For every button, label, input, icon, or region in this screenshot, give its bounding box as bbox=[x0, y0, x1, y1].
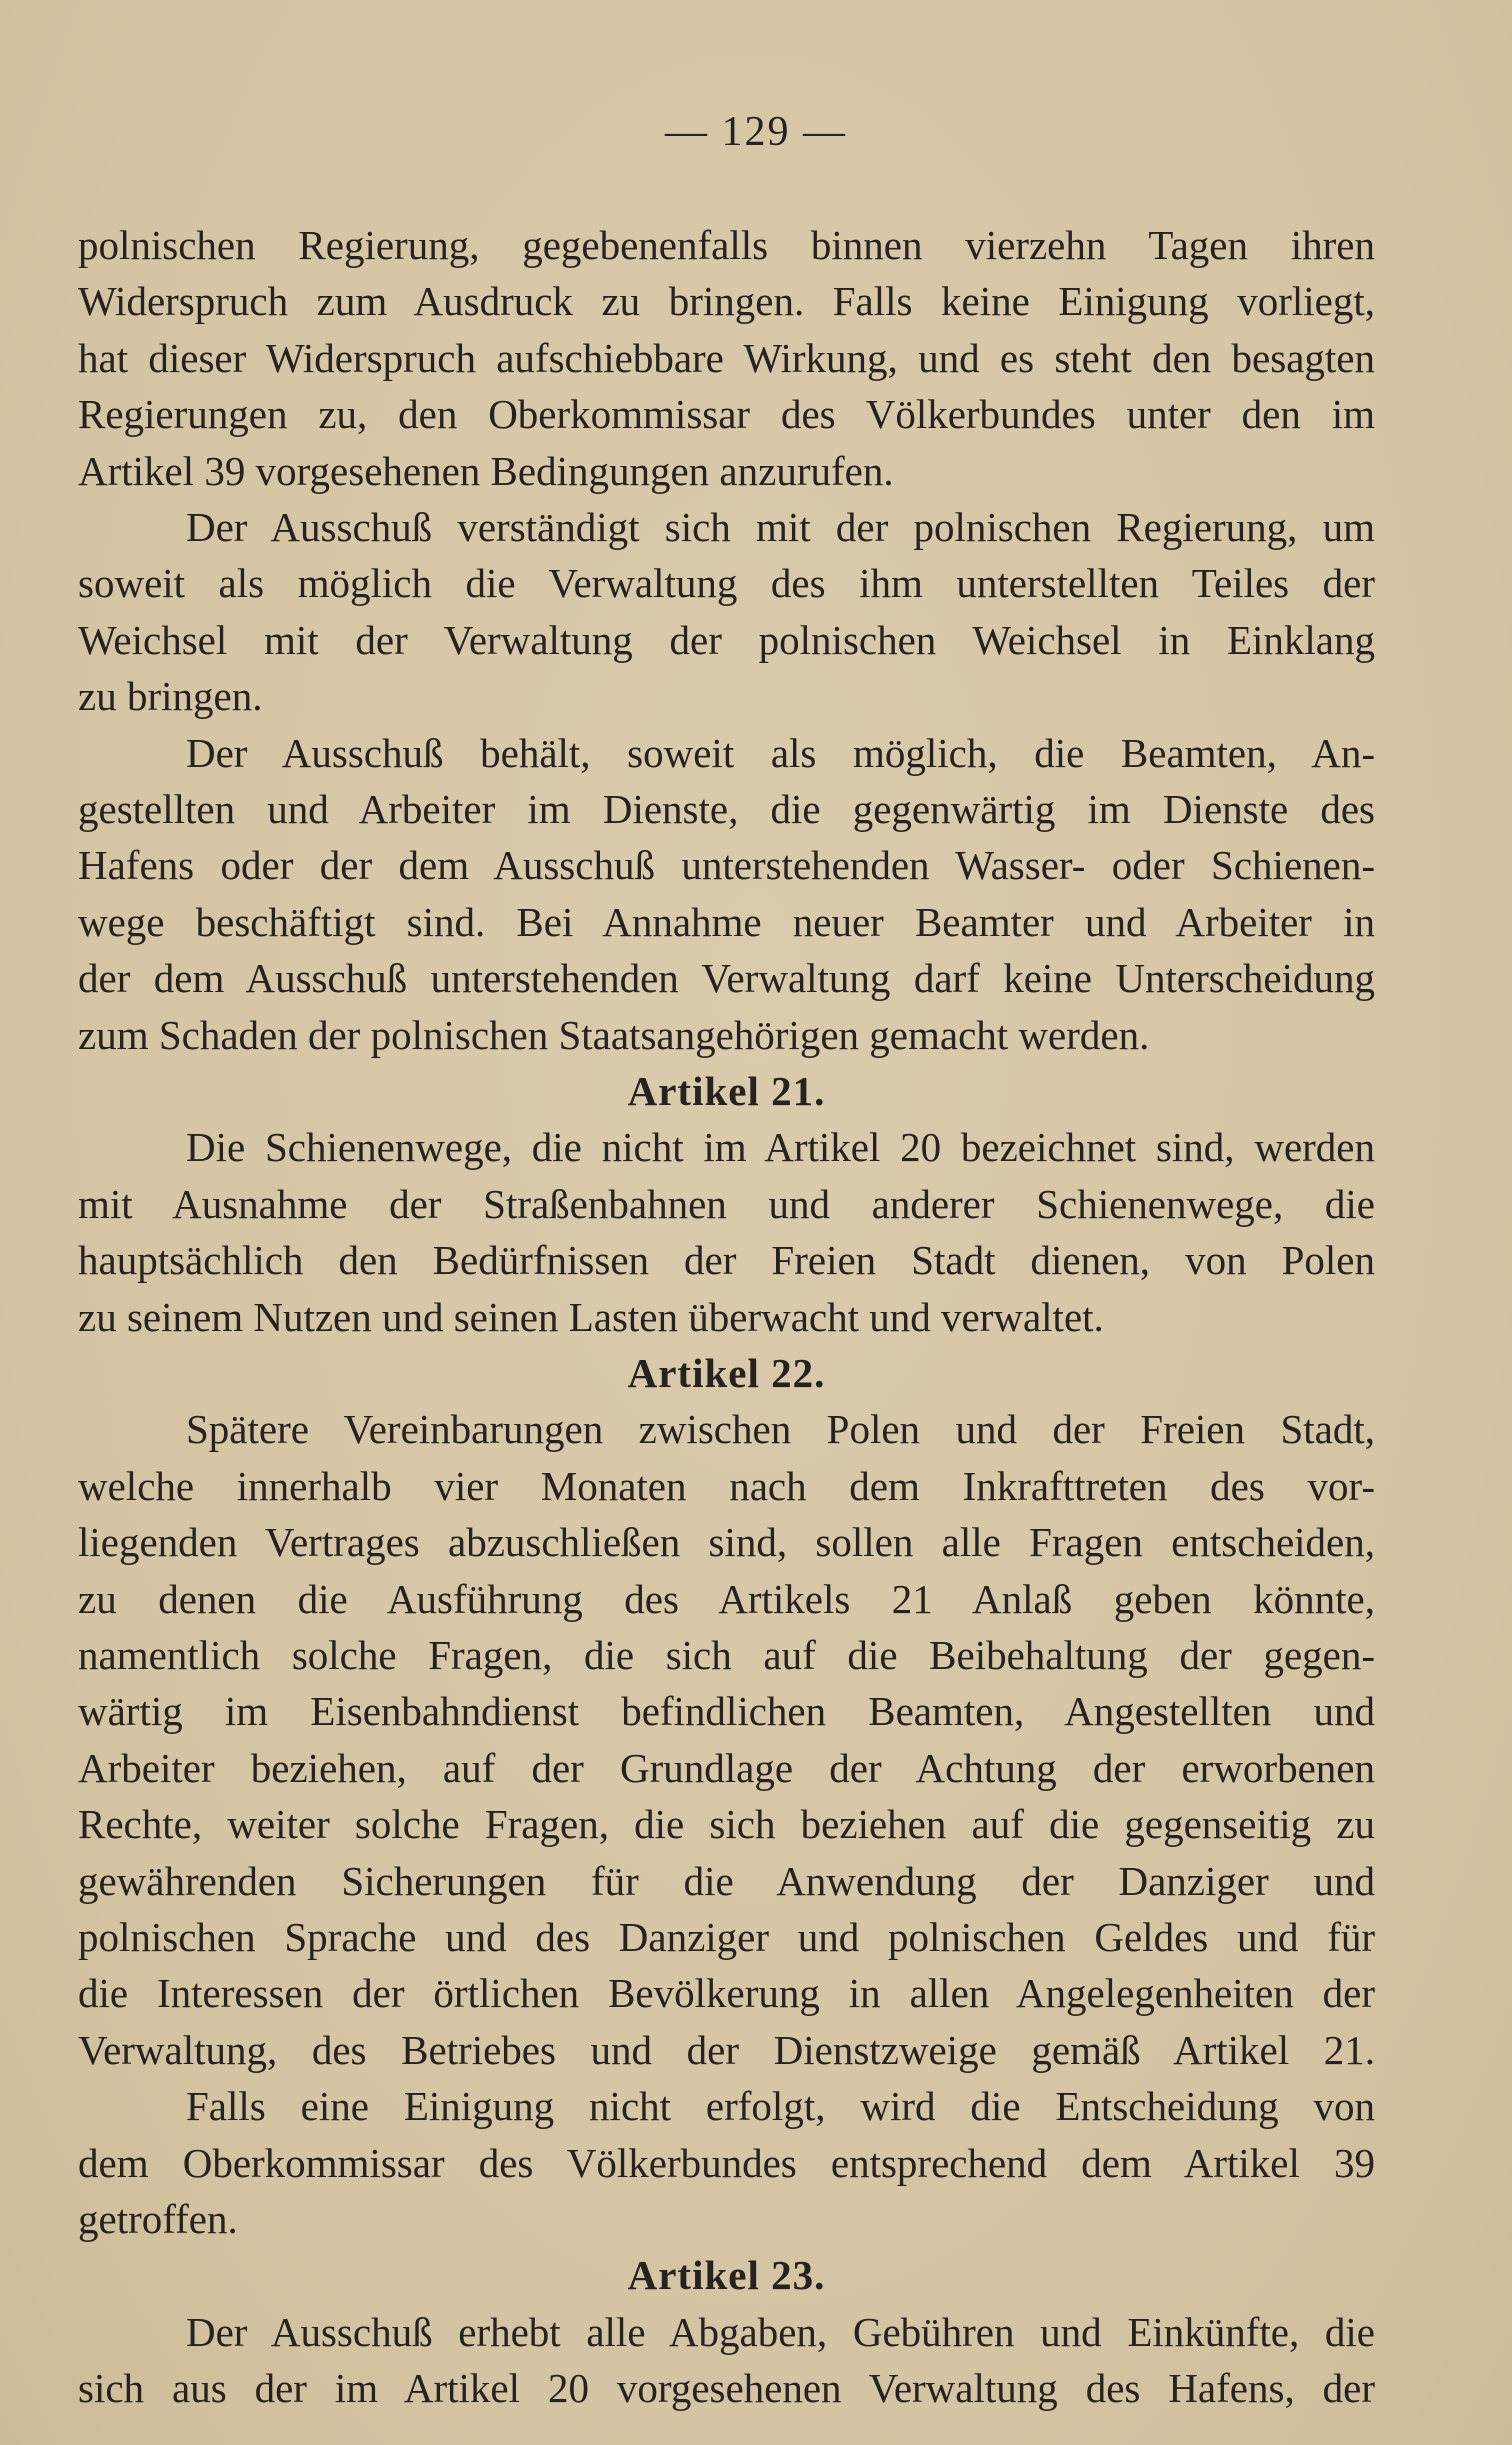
text-line: dem Oberkommissar des Völkerbundes entsprechend dem Artikel 39 bbox=[78, 2139, 1375, 2186]
text-line: mit Ausnahme der Straßenbahnen und anderer Schienenwege, die bbox=[78, 1180, 1375, 1227]
text-line: Arbeiter beziehen, auf der Grundlage der Achtung der erworbenen bbox=[78, 1744, 1375, 1791]
text-line: namentlich solche Fragen, die sich auf die Beibehaltung der gegen- bbox=[78, 1632, 1375, 1678]
text-line: Der Ausschuß erhebt alle Abgaben, Gebühren und Einkünfte, die bbox=[186, 2308, 1375, 2355]
text-line: Der Ausschuß behält, soweit als möglich, die Beamten, An- bbox=[186, 729, 1375, 776]
text-line: polnischen Regierung, gegebenenfalls binnen vierzehn Tagen ihren bbox=[78, 222, 1375, 268]
text-line: Rechte, weiter solche Fragen, die sich beziehen auf die gegenseitig zu bbox=[78, 1801, 1375, 1848]
text-line: die Interessen der örtlichen Bevölkerung in allen Angelegenheiten der bbox=[78, 1970, 1375, 2017]
text-line: Widerspruch zum Ausdruck zu bringen. Falls keine Einigung vorliegt, bbox=[78, 278, 1375, 325]
text-line: wege beschäftigt sind. Bei Annahme neuer Beamter und Arbeiter in bbox=[78, 898, 1375, 945]
text-line: polnischen Sprache und des Danziger und polnischen Geldes und für bbox=[78, 1914, 1375, 1960]
text-line: getroffen. bbox=[78, 2196, 238, 2242]
text-line: Hafens oder der dem Ausschuß unterstehenden Wasser- oder Schienen- bbox=[78, 842, 1375, 889]
text-line: zu bringen. bbox=[78, 673, 263, 720]
text-line: Artikel 39 vorgesehenen Bedingungen anzurufen. bbox=[78, 447, 894, 494]
text-line: hat dieser Widerspruch aufschiebbare Wirkung, und es steht den besagten bbox=[78, 334, 1375, 381]
text-line: hauptsächlich den Bedürfnissen der Freien Stadt dienen, von Polen bbox=[78, 1237, 1375, 1284]
text-line: welche innerhalb vier Monaten nach dem Inkrafttreten des vor- bbox=[78, 1462, 1375, 1509]
text-line: wärtig im Eisenbahndienst befindlichen Beamten, Angestellten und bbox=[78, 1688, 1375, 1735]
text-line: gewährenden Sicherungen für die Anwendung der Danziger und bbox=[78, 1857, 1375, 1904]
text-line: sich aus der im Artikel 20 vorgesehenen Verwaltung des Hafens, der bbox=[78, 2365, 1375, 2412]
text-line: der dem Ausschuß unterstehenden Verwaltung darf keine Unterscheidung bbox=[78, 955, 1375, 1002]
page-number: — 129 — bbox=[665, 109, 847, 155]
text-line: Spätere Vereinbarungen zwischen Polen und der Freien Stadt, bbox=[186, 1406, 1375, 1453]
article-heading: Artikel 22. bbox=[627, 1350, 826, 1396]
text-line: Weichsel mit der Verwaltung der polnischen Weichsel in Einklang bbox=[78, 616, 1375, 663]
text-line: zu seinem Nutzen und seinen Lasten überwacht und verwaltet. bbox=[78, 1293, 1104, 1340]
text-line: Der Ausschuß verständigt sich mit der polnischen Regierung, um bbox=[186, 504, 1375, 550]
article-heading: Artikel 21. bbox=[627, 1068, 826, 1114]
text-line: gestellten und Arbeiter im Dienste, die gegenwärtig im Dienste des bbox=[78, 786, 1375, 832]
text-line: zum Schaden der polnischen Staatsangehörigen gemacht werden. bbox=[78, 1011, 1150, 1058]
text-line: liegenden Vertrages abzuschließen sind, sollen alle Fragen entscheiden, bbox=[78, 1519, 1375, 1566]
text-line: Regierungen zu, den Oberkommissar des Völkerbundes unter den im bbox=[78, 391, 1375, 438]
article-heading: Artikel 23. bbox=[627, 2252, 826, 2299]
text-line: soweit als möglich die Verwaltung des ihm unterstellten Teiles der bbox=[78, 560, 1375, 607]
text-line: Verwaltung, des Betriebes und der Dienstzweige gemäß Artikel 21. bbox=[78, 2026, 1375, 2073]
text-line: Die Schienenwege, die nicht im Artikel 20 bezeichnet sind, werden bbox=[186, 1124, 1375, 1171]
text-line: Falls eine Einigung nicht erfolgt, wird die Entscheidung von bbox=[186, 2083, 1375, 2130]
text-line: zu denen die Ausführung des Artikels 21 Anlaß geben könnte, bbox=[78, 1575, 1375, 1622]
